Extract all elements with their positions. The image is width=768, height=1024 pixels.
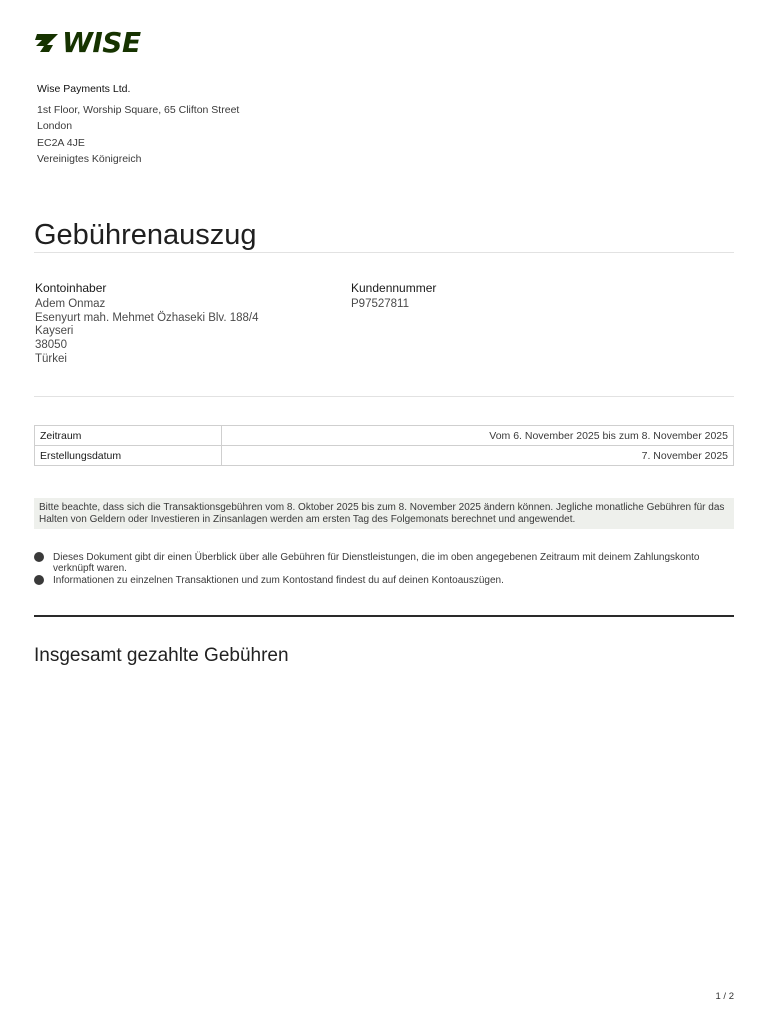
period-value: Vom 6. November 2025 bis zum 8. November 2025 (222, 426, 734, 446)
wise-logo (34, 28, 141, 58)
account-holder-street: Esenyurt mah. Mehmet Özhaseki Blv. 188/4 (35, 311, 259, 324)
creation-date-value: 7. November 2025 (222, 446, 734, 466)
info-divider (34, 396, 734, 397)
bullet-text: Informationen zu einzelnen Transaktionen und zum Kontostand findest du auf deinen Kontoauszügen. (53, 575, 504, 586)
table-row (35, 446, 734, 466)
title-divider (34, 252, 734, 253)
account-holder-city: Kayseri (35, 325, 74, 338)
sender-company: Wise Payments Ltd. (37, 83, 131, 95)
table-row (35, 426, 734, 446)
wise-flag-icon (34, 32, 60, 54)
sender-address (37, 81, 239, 168)
section-divider (34, 615, 734, 617)
info-bullet-list (34, 552, 734, 587)
total-fees-title: Insgesamt gezahlte Gebühren (34, 645, 289, 666)
creation-date-label: Erstellungsdatum (35, 446, 222, 466)
customer-number-block (351, 282, 436, 312)
period-label: Zeitraum (35, 426, 222, 446)
sender-postcode: EC2A 4JE (37, 136, 85, 149)
customer-number-label: Kundennummer (351, 281, 437, 295)
bullet-dot-icon (34, 552, 44, 562)
customer-number-value: P97527811 (351, 297, 409, 310)
sender-country: Vereinigtes Königreich (37, 153, 142, 165)
bullet-dot-icon (34, 575, 44, 585)
page-number: 1 / 2 (715, 991, 734, 1002)
account-holder-label: Kontoinhaber (35, 281, 107, 295)
sender-address-line: 1st Floor, Worship Square, 65 Clifton Street (37, 103, 240, 116)
account-holder-block (35, 282, 259, 367)
account-holder-name: Adem Onmaz (35, 297, 106, 310)
account-holder-country: Türkei (35, 352, 67, 365)
document-title: Gebührenauszug (34, 219, 257, 251)
sender-city: London (37, 120, 73, 132)
list-item (34, 552, 734, 574)
wise-logo-word: WISE (62, 26, 141, 59)
fee-change-notice: Bitte beachte, dass sich die Transaktionsgebühren vom 8. Oktober 2025 bis zum 8. November 2025 ändern können. Jegliche monatliche Gebühren für das Halten von Geldern oder Investieren in Zinsanlagen werden am ersten Tag des Folgemonats berechnet und angewendet. (34, 498, 734, 529)
bullet-text: Dieses Dokument gibt dir einen Überblick über alle Gebühren für Dienstleistungen, die im oben angegebenen Zeitraum mit deinem Zahlungskonto verknüpft waren. (53, 552, 700, 574)
period-table (34, 425, 734, 466)
list-item (34, 575, 734, 586)
account-holder-postcode: 38050 (35, 339, 67, 352)
